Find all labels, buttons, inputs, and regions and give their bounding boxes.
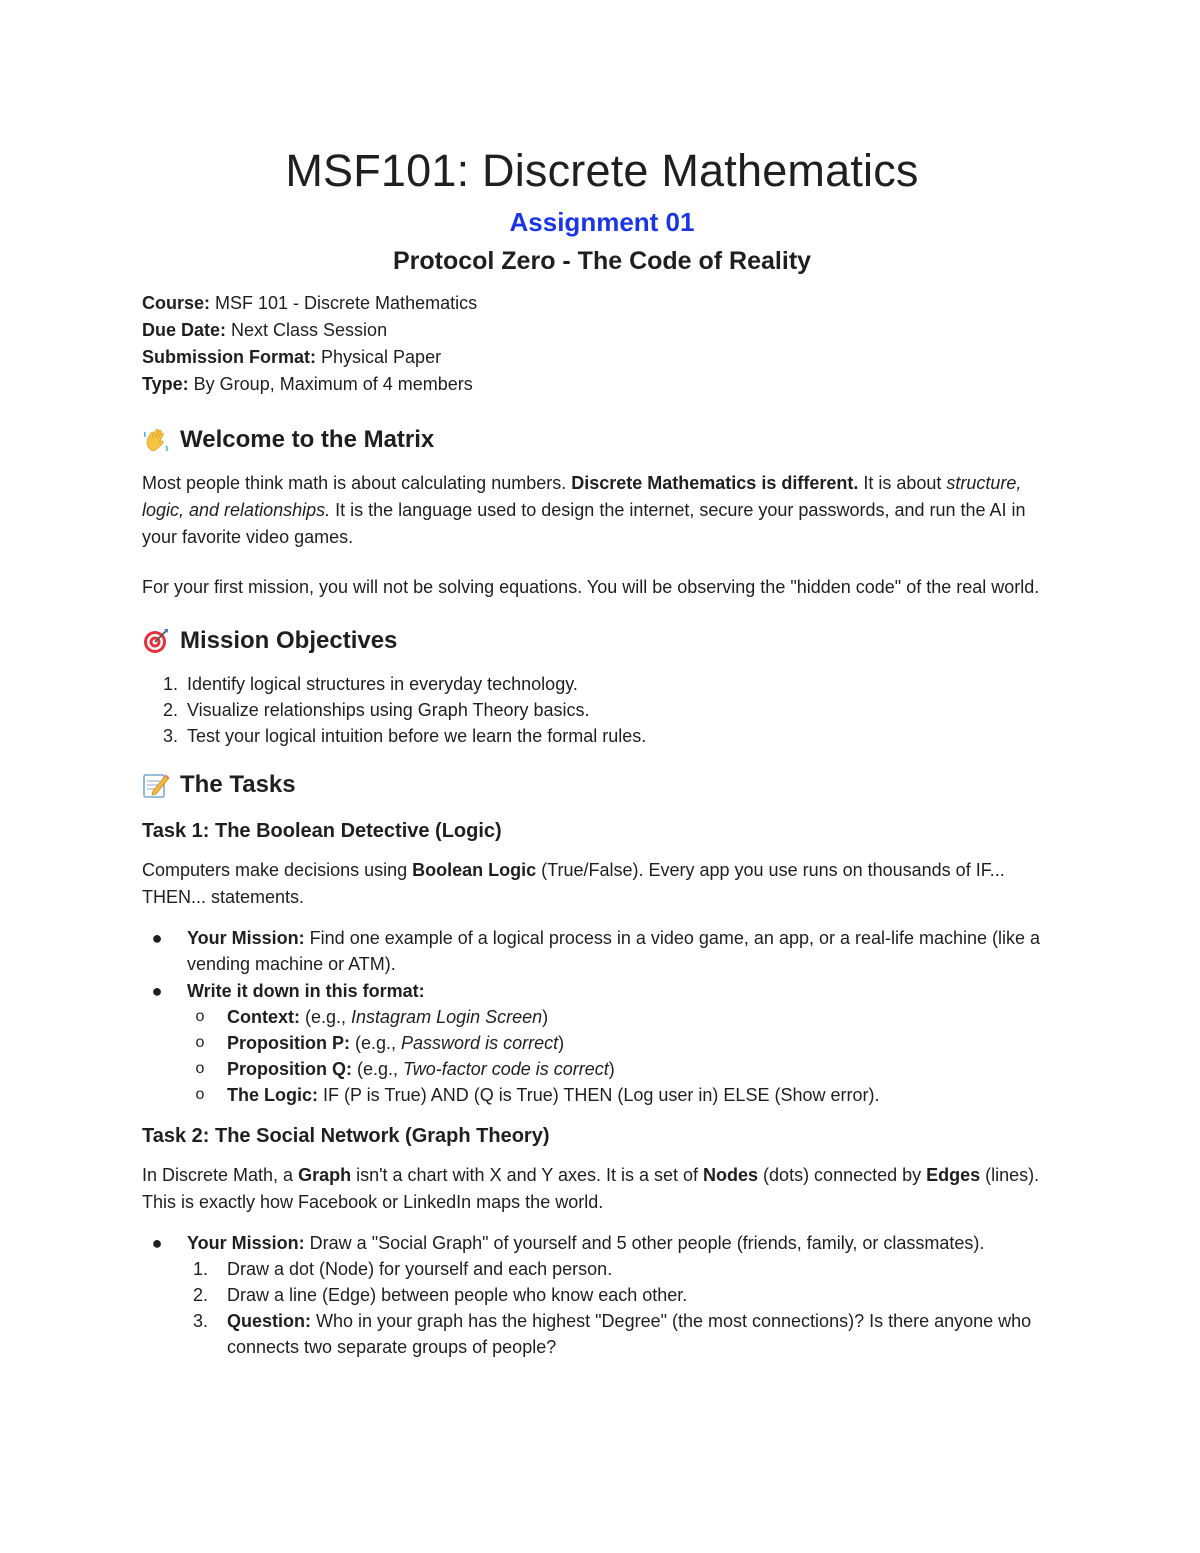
context-pre: (e.g., bbox=[300, 1007, 352, 1027]
protocol-heading: Protocol Zero - The Code of Reality bbox=[392, 247, 812, 275]
task1-intro bbox=[142, 857, 1062, 911]
list-number: 1. bbox=[192, 1259, 208, 1279]
objectives-heading-text: Mission Objectives bbox=[180, 627, 398, 654]
list-item bbox=[142, 1004, 1062, 1030]
target-icon bbox=[142, 627, 170, 655]
meta-format-label: Submission Format: bbox=[142, 347, 317, 367]
list-number: 2. bbox=[192, 1285, 208, 1305]
task2-list bbox=[142, 1230, 1062, 1360]
waving-hand-icon bbox=[142, 426, 170, 454]
prop-q-pre: (e.g., bbox=[352, 1059, 404, 1079]
question-label: Question: bbox=[227, 1311, 311, 1331]
assignment-subtitle: Assignment 01 bbox=[509, 207, 695, 237]
bullet-icon: ● bbox=[151, 928, 163, 948]
list-item bbox=[142, 1030, 1062, 1056]
list-item bbox=[142, 1230, 1062, 1256]
list-number: 1. bbox=[162, 674, 178, 694]
circle-bullet-icon: o bbox=[195, 1060, 205, 1077]
tasks-heading bbox=[142, 769, 1062, 801]
prop-q-example: Two-factor code is correct bbox=[403, 1059, 609, 1079]
list-item bbox=[142, 978, 1062, 1004]
objective-text: Identify logical structures in everyday technology. bbox=[187, 674, 578, 694]
circle-bullet-icon: o bbox=[195, 1086, 205, 1103]
objectives-heading bbox=[142, 625, 1062, 657]
list-number: 3. bbox=[162, 726, 178, 746]
prop-p-post: ) bbox=[558, 1033, 565, 1053]
task2-intro-e: (dots) connected by bbox=[758, 1165, 927, 1185]
logic-text: IF (P is True) AND (Q is True) THEN (Log user in) ELSE (Show error). bbox=[318, 1085, 880, 1105]
welcome-p1-a: Most people think math is about calculating numbers. bbox=[142, 473, 572, 493]
prop-p-label: Proposition P: bbox=[227, 1033, 350, 1053]
meta-format-value: Physical Paper bbox=[316, 347, 442, 367]
welcome-paragraph-2: For your first mission, you will not be solving equations. You will be observing the "hidden code" of the real world. bbox=[142, 577, 1040, 597]
bullet-icon: ● bbox=[151, 1233, 163, 1253]
list-item bbox=[142, 1308, 1062, 1360]
meta-due bbox=[142, 317, 1062, 344]
prop-q-label: Proposition Q: bbox=[227, 1059, 352, 1079]
prop-p-pre: (e.g., bbox=[350, 1033, 402, 1053]
task1-intro-a: Computers make decisions using bbox=[142, 860, 413, 880]
task2-intro-d: Nodes bbox=[703, 1165, 759, 1185]
task1-intro-b: Boolean Logic bbox=[412, 860, 537, 880]
objective-text: Test your logical intuition before we learn the formal rules. bbox=[187, 726, 647, 746]
welcome-heading bbox=[142, 424, 1062, 456]
step-text: Draw a dot (Node) for yourself and each person. bbox=[227, 1259, 613, 1279]
meta-course bbox=[142, 290, 1062, 317]
welcome-p1-b: Discrete Mathematics is different. bbox=[571, 473, 859, 493]
page-title: MSF101: Discrete Mathematics bbox=[285, 145, 919, 196]
task1-mission-label: Your Mission: bbox=[187, 928, 305, 948]
list-number: 3. bbox=[192, 1311, 208, 1331]
meta-format bbox=[142, 344, 1062, 371]
list-item bbox=[142, 1256, 1062, 1282]
context-post: ) bbox=[542, 1007, 549, 1027]
circle-bullet-icon: o bbox=[195, 1034, 205, 1051]
list-item bbox=[142, 671, 1062, 697]
objective-text: Visualize relationships using Graph Theory basics. bbox=[187, 700, 590, 720]
meta-course-label: Course: bbox=[142, 293, 211, 313]
logic-label: The Logic: bbox=[227, 1085, 318, 1105]
task2-intro-a: In Discrete Math, a bbox=[142, 1165, 299, 1185]
task2-mission-text: Draw a "Social Graph" of yourself and 5 other people (friends, family, or classmates). bbox=[304, 1233, 985, 1253]
list-item bbox=[142, 723, 1062, 749]
memo-icon bbox=[142, 771, 170, 799]
task2-intro-c: isn't a chart with X and Y axes. It is a set of bbox=[351, 1165, 704, 1185]
list-item bbox=[142, 697, 1062, 723]
meta-due-label: Due Date: bbox=[142, 320, 227, 340]
task2-title: Task 2: The Social Network (Graph Theory) bbox=[142, 1125, 550, 1147]
objectives-list bbox=[142, 671, 1062, 749]
meta-due-value: Next Class Session bbox=[226, 320, 388, 340]
list-item bbox=[142, 1082, 1062, 1108]
prop-q-post: ) bbox=[608, 1059, 615, 1079]
meta-type bbox=[142, 371, 1062, 398]
welcome-p1-c: It is about bbox=[858, 473, 947, 493]
task1-title: Task 1: The Boolean Detective (Logic) bbox=[142, 820, 502, 842]
meta-course-value: MSF 101 - Discrete Mathematics bbox=[210, 293, 478, 313]
meta-type-label: Type: bbox=[142, 374, 189, 394]
task2-intro-g: (lines). This is exactly how Facebook or LinkedIn maps the world. bbox=[142, 1165, 1040, 1212]
task2-intro-b: Graph bbox=[298, 1165, 352, 1185]
list-number: 2. bbox=[162, 700, 178, 720]
question-text: Who in your graph has the highest "Degree" (the most connections)? Is there anyone who connects two separate groups of people? bbox=[227, 1311, 1032, 1357]
list-item bbox=[142, 1056, 1062, 1082]
task2-intro bbox=[142, 1162, 1062, 1216]
task1-format-label: Write it down in this format: bbox=[187, 981, 425, 1001]
list-item bbox=[142, 925, 1062, 977]
meta-type-value: By Group, Maximum of 4 members bbox=[188, 374, 473, 394]
welcome-paragraph-1 bbox=[142, 470, 1062, 551]
task1-mission-text: Find one example of a logical process in a video game, an app, or a real-life machine (like a vending machine or ATM). bbox=[187, 928, 1041, 974]
welcome-p1-e: It is the language used to design the internet, secure your passwords, and run the AI in your favorite video games. bbox=[142, 500, 1026, 547]
list-item bbox=[142, 1282, 1062, 1308]
context-example: Instagram Login Screen bbox=[351, 1007, 543, 1027]
step-text: Draw a line (Edge) between people who know each other. bbox=[227, 1285, 688, 1305]
welcome-p1-d: structure, logic, and relationships. bbox=[142, 473, 1022, 520]
context-label: Context: bbox=[227, 1007, 300, 1027]
prop-p-example: Password is correct bbox=[401, 1033, 559, 1053]
task2-mission-label: Your Mission: bbox=[187, 1233, 305, 1253]
task1-list bbox=[142, 925, 1062, 1108]
assignment-meta bbox=[142, 290, 1062, 398]
tasks-heading-text: The Tasks bbox=[180, 771, 296, 798]
bullet-icon: ● bbox=[151, 981, 163, 1001]
circle-bullet-icon: o bbox=[195, 1008, 205, 1025]
welcome-heading-text: Welcome to the Matrix bbox=[180, 426, 435, 453]
task1-intro-c: (True/False). Every app you use runs on thousands of IF... THEN... statements. bbox=[142, 860, 1005, 907]
task2-intro-f: Edges bbox=[926, 1165, 981, 1185]
document-page bbox=[142, 140, 1062, 1360]
